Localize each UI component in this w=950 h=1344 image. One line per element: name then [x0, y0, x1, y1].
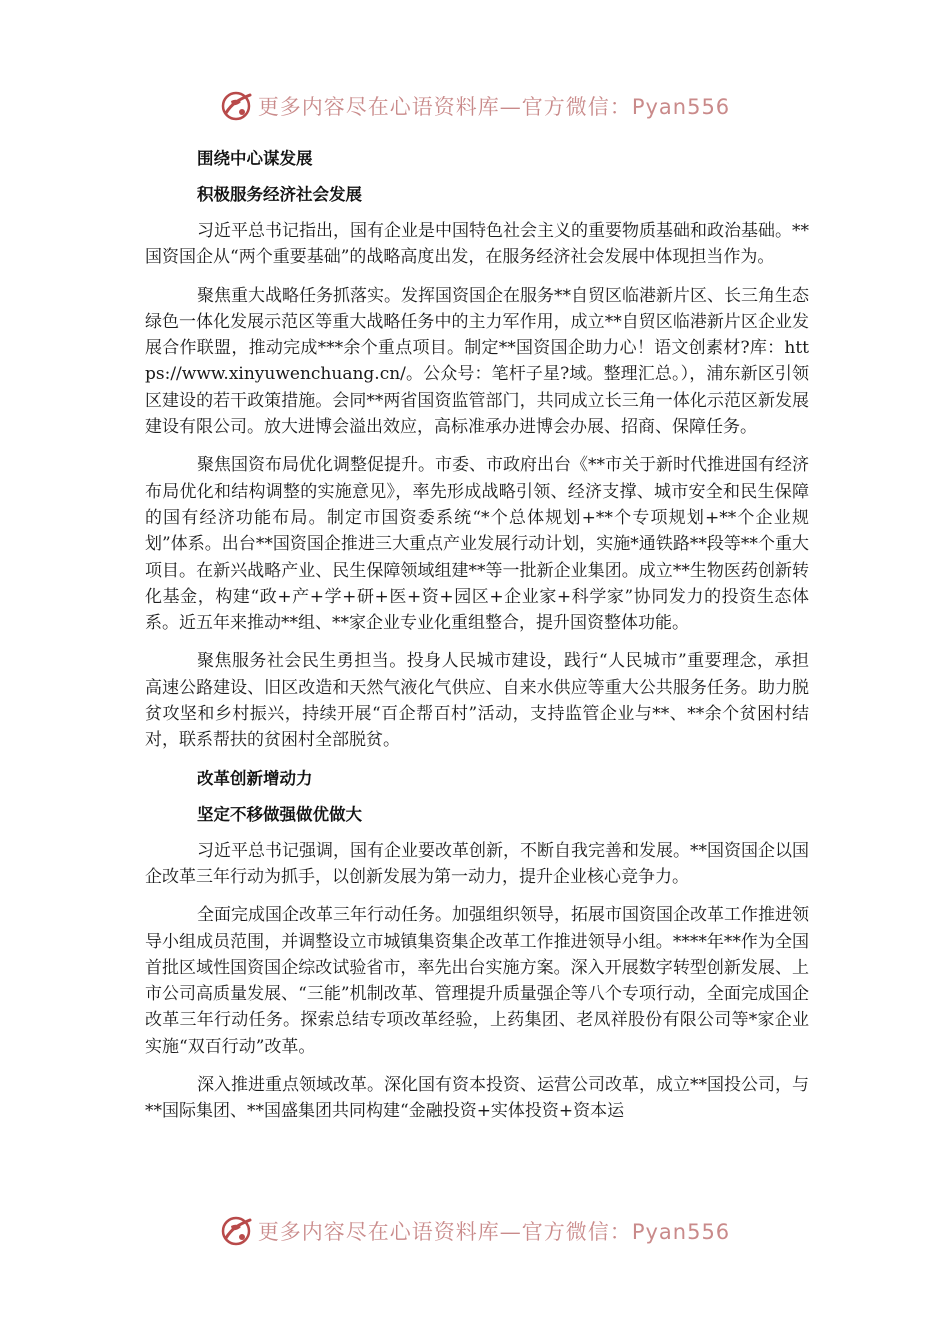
paragraph: 习近平总书记强调，国有企业要改革创新，不断自我完善和发展。**国资国企以国企改革三年行动为抓手，以创新发展为第一动力，提升企业核心竞争力。 [145, 840, 809, 887]
brand-logo-icon [220, 1214, 254, 1248]
paragraph: 聚焦重大战略任务抓落实。发挥国资国企在服务**自贸区临港新片区、长三角生态绿色一体化发展示范区等重大战略任务中的主力军作用，成立**自贸区临港新片区企业发展合作联盟，推动完成***余个重点项目。制定**国资国企助力心！语文创素材?库：https://www.xinyuwenchuang.cn/。公众号：笔杆子星?域。整理汇总。），浦东新区引领区建设的若干政策措施。会同**两省国资监管部门，共同成立长三角一体化示范区新发展建设有限公司。放大进博会溢出效应，高标准承办进博会办展、招商、保障任务。 [145, 285, 809, 438]
banner-text [258, 91, 730, 121]
banner-text [258, 1216, 730, 1246]
paragraph: 聚焦服务社会民生勇担当。投身人民城市建设，践行“人民城市”重要理念，承担高速公路建设、旧区改造和天然气液化气供应、自来水供应等重大公共服务任务。助力脱贫攻坚和乡村振兴，持续开展“百企帮百村”活动，支持监管企业与**、**余个贫困村结对，联系帮扶的贫困村全部脱贫。 [145, 651, 809, 751]
paragraph: 习近平总书记指出，国有企业是中国特色社会主义的重要物质基础和政治基础。**国资国企从“两个重要基础”的战略高度出发，在服务经济社会发展中体现担当作为。 [145, 221, 809, 268]
section-heading: 围绕中心谋发展 [197, 149, 313, 168]
paragraph: 深入推进重点领域改革。深化国有资本投资、运营公司改革，成立**国投公司，与**国际集团、**国盛集团共同构建“金融投资+实体投资+资本运 [145, 1075, 809, 1122]
banner-label: 更多内容尽在心语资料库—官方微信： [257, 1220, 632, 1244]
section-subheading: 积极服务经济社会发展 [197, 185, 362, 204]
paragraph: 全面完成国企改革三年行动任务。加强组织领导，拓展市国资国企改革工作推进领导小组成员范围，并调整设立市城镇集资集企改革工作推进领导小组。****年**作为全国首批区域性国资国企综改试验省市，率先出台实施方案。深入开展数字转型创新发展、上市公司高质量发展、“三能”机制改革、管理提升质量强企等八个专项行动，全面完成国企改革三年行动任务。探索总结专项改革经验，上药集团、老凤祥股份有限公司等*家企业实施“双百行动”改革。 [145, 905, 809, 1057]
paragraph: 聚焦国资布局优化调整促提升。市委、市政府出台《**市关于新时代推进国有经济布局优化和结构调整的实施意见》，率先形成战略引领、经济支撑、城市安全和民生保障的国有经济功能布局。制定市国资委系统“*个总体规划+**个专项规划+**个企业规划”体系。出台**国资国企推进三大重点产业发展行动计划，实施*通铁路**段等**个重大项目。在新兴战略产业、民生保障领域组建**等一批新企业集团。成立**生物医药创新转化基金，构建“政+产+学+研+医+资+园区+企业家+科学家”协同发力的投资生态体系。近五年来推动**组、**家企业专业化重组整合，提升国资整体功能。 [145, 455, 809, 634]
wechat-id: Pyan556 [631, 95, 731, 119]
footer-banner [0, 1211, 950, 1251]
section-subheading: 坚定不移做强做优做大 [197, 804, 362, 824]
section-heading: 改革创新增动力 [197, 768, 313, 788]
brand-logo-icon [220, 89, 254, 123]
banner-label: 更多内容尽在心语资料库—官方微信： [257, 95, 632, 119]
header-banner [0, 86, 950, 126]
wechat-id: Pyan556 [631, 1220, 731, 1244]
document-body [145, 146, 809, 1137]
